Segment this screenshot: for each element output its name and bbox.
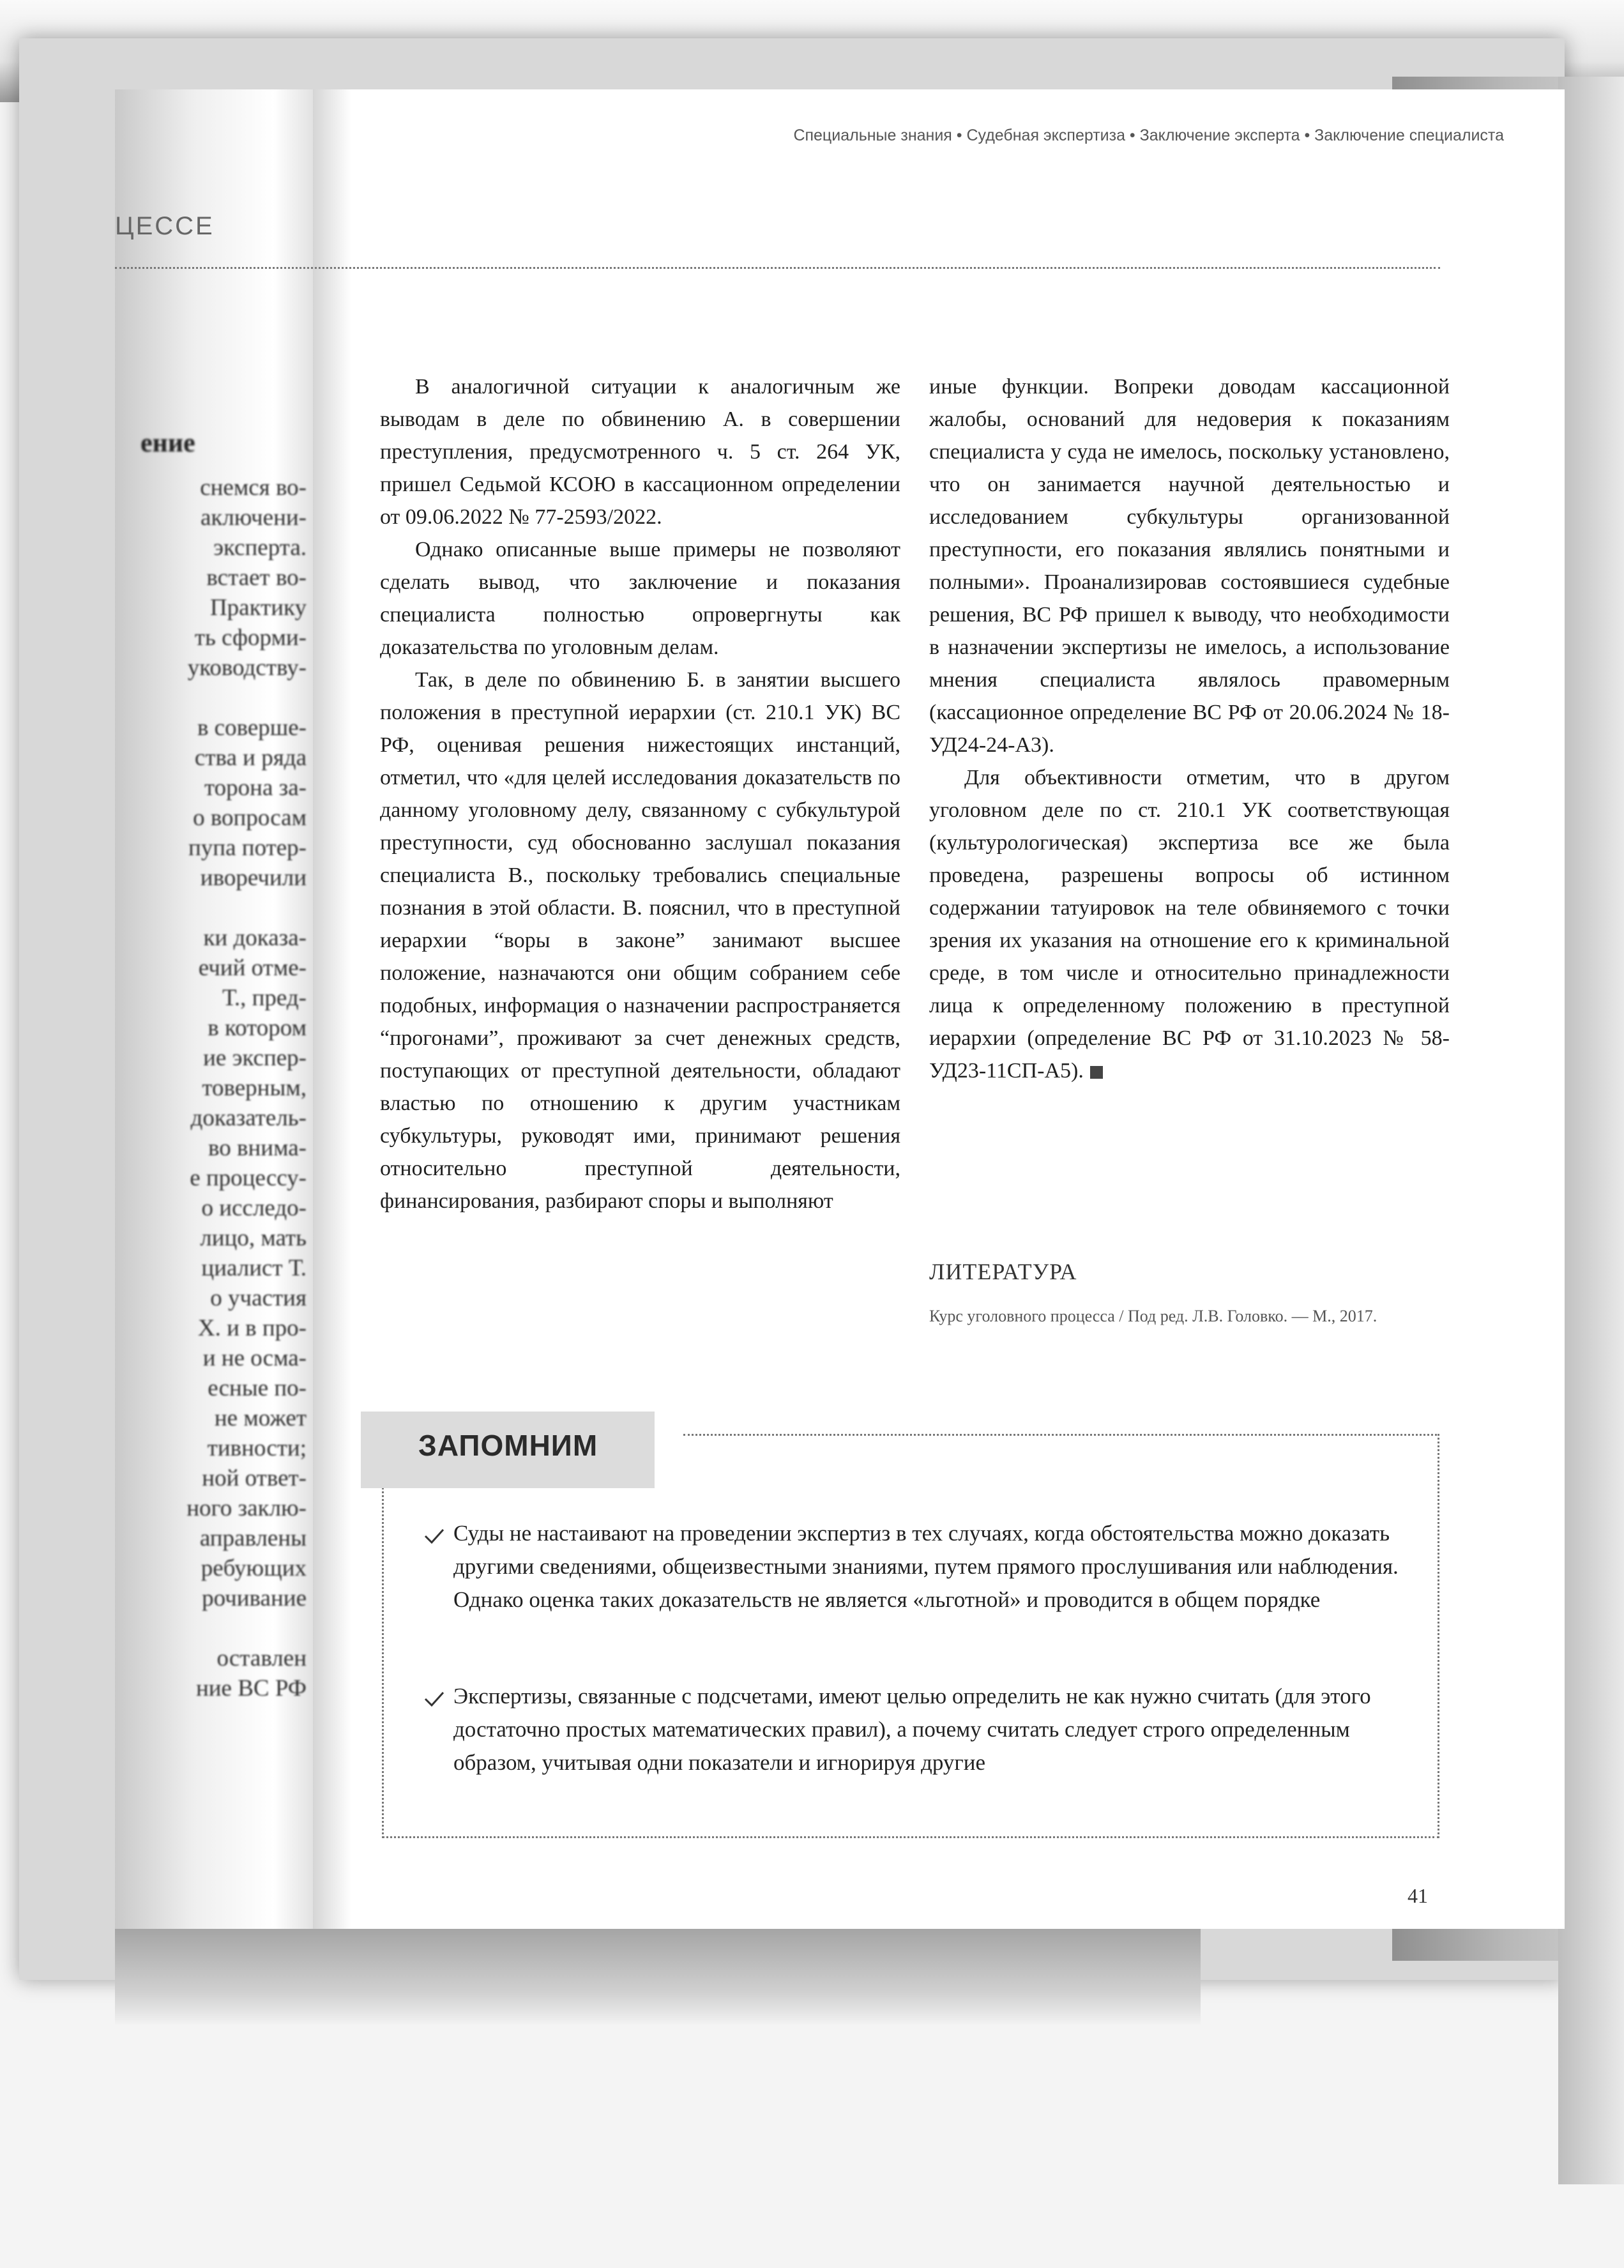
page-number: 41 xyxy=(1408,1884,1428,1907)
left-page-line: ной ответ- xyxy=(202,1465,307,1491)
left-page-line: е процессу- xyxy=(190,1165,307,1191)
left-page-line: Т., пред- xyxy=(222,985,307,1011)
left-page-line: есные по- xyxy=(208,1375,307,1401)
remember-box-top-rule xyxy=(683,1434,1437,1436)
page-gutter xyxy=(313,89,351,1929)
paragraph: иные функции. Вопреки доводам кассационной жалобы, оснований для недоверия к показаниям специалиста у суда не имелось, поскольку установлено, что он занимается научной деятельностью и исследованием субкультуры организованной преступности, его показания являлись понятными и полными». Проанализировав состоявшиеся судебные решения, ВС РФ пришел к выводу, что необходимости в назначении экспертизы не имелось, а использование мнения специалиста являлось правомерным (кассационное определение ВС РФ от 20.06.2024 № 18-УД24-24-А3). xyxy=(929,375,1450,757)
paragraph-text: Для объективности отметим, что в другом уголовном деле по ст. 210.1 УК соответствующая (культурологическая) экспертиза все же была проведена, разрешены вопросы об истинном содержании татуировок на теле обвиняемого с точки зрения их указания на отношение его к криминальной среде, в том числе и относительно принадлежности лица к определенному положению в преступной иерархии (определение ВС РФ от 31.10.2023 № 58-УД23-11СП-А5). xyxy=(929,766,1450,1083)
literature-entry: Курс уголовного процесса / Под ред. Л.В. Головко. — М., 2017. xyxy=(929,1307,1377,1325)
paragraph: В аналогичной ситуации к аналогичным же выводам в деле по обвинению А. в совершении преступления, предусмотренного ч. 5 ст. 264 УК, пришел Седьмой КСОЮ в кассационном определении от 09.06.2022 № 77-2593/2022. xyxy=(380,375,900,529)
paragraph: Так, в деле по обвинению Б. в занятии высшего положения в преступной иерархии (ст. 210.1 УК) ВС РФ, оценивая решения нижестоящих инстанций, отметил, что «для целей исследования доказательств по данному уголовному делу, связанному с субкультурой преступности, суд обоснованно заслушал показания специалиста В., поскольку требовались специальные познания в этой области. В. пояснил, что в преступной иерархии “воры в законе” занимают высшее положение, назначаются они общим собранием себе подобных, информация о назначении распространяется “прогонами”, проживают за счет денежных средств, поступающих от преступной деятельности, обладают властью по отношению к другим участникам субкультуры, руководят ими, принимают решения относительно преступной деятельности, финансирования, разбирают споры и выполняют xyxy=(380,668,900,1213)
paragraph xyxy=(929,761,1450,1087)
left-page-line: доказатель- xyxy=(190,1105,307,1131)
left-page-line: не может xyxy=(214,1405,307,1431)
left-page-line: о вопросам xyxy=(193,805,307,831)
header-rule xyxy=(115,267,1440,269)
left-page-line: ечий отме- xyxy=(198,955,307,981)
left-page-line: рочивание xyxy=(202,1585,307,1611)
left-page-line xyxy=(115,893,307,923)
left-page-line: встает во- xyxy=(206,565,307,591)
left-page-line: и не осма- xyxy=(202,1345,307,1371)
left-page-line: ки доказа- xyxy=(203,925,307,951)
scan-shadow-bottom xyxy=(115,1916,1201,2025)
scan-right-edge xyxy=(1558,77,1624,2184)
left-page-line: ного заклю- xyxy=(186,1495,307,1521)
left-page-line: о исследо- xyxy=(201,1195,307,1221)
left-page-line: лицо, мать xyxy=(200,1225,307,1251)
left-page-line: уководству- xyxy=(187,655,307,681)
left-page-line: в котором xyxy=(208,1015,307,1041)
left-page-line: торона за- xyxy=(204,775,307,801)
left-page-header: ЦЕССЕ xyxy=(115,212,215,240)
remember-item: Суды не настаивают на проведении экспертиз в тех случаях, когда обстоятельства можно доказать другими сведениями, общеизвестными знаниями, путем прямого прослушивания или наблюдения. Однако оценка таких доказательств не является «льготной» и проводится в общем порядке xyxy=(453,1521,1399,1612)
left-page-line: о участия xyxy=(210,1285,307,1311)
left-page-line: аправлены xyxy=(199,1525,307,1551)
article-column-left xyxy=(380,370,900,1217)
remember-item: Экспертизы, связанные с подсчетами, имеют целью определить не как нужно считать (для этого достаточно простых математических правил), а почему считать следует строго определенным образом, учитывая одни показатели и игнорируя другие xyxy=(453,1684,1371,1775)
left-page-line: иворечили xyxy=(200,865,307,891)
left-page-line xyxy=(115,1613,307,1643)
article-column-right xyxy=(929,370,1450,1087)
left-page xyxy=(115,89,313,1929)
end-square-icon xyxy=(1090,1066,1103,1079)
left-page-line: ребующих xyxy=(201,1555,307,1581)
left-page-line: снемся во- xyxy=(200,475,307,501)
left-page-line: ства и ряда xyxy=(194,745,307,771)
left-page-line: Х. и в про- xyxy=(197,1315,307,1341)
left-page-line: циалист Т. xyxy=(201,1255,307,1281)
left-page-line: эксперта. xyxy=(213,535,307,561)
left-page-line: тивности; xyxy=(207,1435,307,1461)
left-page-line: во внима- xyxy=(208,1135,307,1161)
left-page-line: Практику xyxy=(209,595,307,621)
checkmark-icon xyxy=(421,1686,447,1712)
left-page-line: ние ВС РФ xyxy=(195,1675,307,1701)
left-page-line: аключени- xyxy=(200,505,307,531)
left-page-line xyxy=(115,683,307,713)
paragraph: Однако описанные выше примеры не позволяют сделать вывод, что заключение и показания специалиста полностью опровергнуты как доказательства по уголовным делам. xyxy=(380,538,900,659)
left-page-line: пупа потер- xyxy=(188,835,307,861)
remember-title: ЗАПОМНИМ xyxy=(418,1429,598,1462)
left-page-line: оставлен xyxy=(216,1645,307,1671)
left-page-line: товерным, xyxy=(202,1075,307,1101)
left-page-text xyxy=(115,473,307,1703)
left-page-line: ие экспер- xyxy=(203,1045,307,1071)
literature-title: ЛИТЕРАТУРА xyxy=(929,1259,1077,1284)
left-page-line: ть сформи- xyxy=(194,625,307,651)
left-page-line: в соверше- xyxy=(197,715,307,741)
left-page-heading: ение xyxy=(140,429,195,458)
running-head: Специальные знания • Судебная экспертиза • Заключение эксперта • Заключение специалиста xyxy=(793,126,1504,144)
checkmark-icon xyxy=(421,1523,447,1549)
remember-label xyxy=(361,1412,655,1488)
